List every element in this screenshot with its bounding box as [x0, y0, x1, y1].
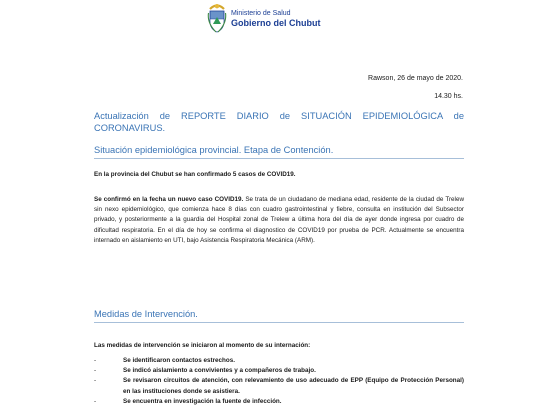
- report-title: Actualización de REPORTE DIARIO de SITUACIÓN EPIDEMIOLÓGICA de CORONAVIRUS.: [94, 111, 464, 133]
- report-subtitle: Situación epidemiológica provincial. Etapa de Contención.: [94, 145, 334, 155]
- measures-intro: Las medidas de intervención se iniciaron al momento de su internación:: [94, 342, 311, 349]
- report-date: Rawson, 26 de mayo de 2020.: [368, 75, 463, 82]
- title-divider: [94, 158, 464, 159]
- report-time: 14.30 hs.: [434, 93, 463, 100]
- ministry-name: Ministerio de Salud: [231, 10, 291, 17]
- list-dash: -: [94, 377, 97, 385]
- list-dash: -: [94, 357, 97, 364]
- government-name: Gobierno del Chubut: [231, 18, 321, 28]
- measure-text: Se encuentra en investigación la fuente de infección.: [123, 397, 282, 405]
- measures-heading: Medidas de Intervención.: [94, 309, 198, 319]
- measure-text: Se revisaron circuitos de atención, con relevamiento de uso adecuado de EPP (Equipo de Protección Personal) en las instituciones donde se asistiera.: [123, 377, 464, 395]
- confirmed-cases-summary: En la provincia del Chubut se han confirmado 5 casos de COVID19.: [94, 171, 296, 178]
- measures-list: [94, 356, 464, 407]
- measure-text: Se indicó aislamiento a convivientes y a compañeros de trabajo.: [123, 367, 316, 375]
- provincial-seal-icon: [207, 3, 227, 33]
- letterhead: [207, 3, 347, 35]
- new-case-details: Se trata de un ciudadano de mediana edad, residente de la ciudad de Trelew sin nexo epidemiológico, que comienza hace 8 días con cuadro gastrointestinal y fiebre, consulta en institución del Subsector privado, y posteriormente a la guardia del Hospital zonal de Trelew a última hora del día de ayer donde ingresa por cuadro de dificultad respiratoria. En el día de hoy se confirma el diagnostico de COVID19 por prueba de PCR. Actualmente se encuentra internado en aislamiento en UTI, bajo Asistencia Respiratoria Mecánica (ARM).: [94, 196, 465, 244]
- measure-text: Se identificaron contactos estrechos.: [123, 357, 235, 364]
- list-dash: -: [94, 397, 97, 405]
- list-dash: -: [94, 367, 97, 375]
- list-item: [94, 366, 464, 376]
- list-item: [94, 356, 464, 366]
- list-item: [94, 397, 464, 407]
- new-case-lead: Se confirmó en la fecha un nuevo caso COVID19.: [94, 196, 244, 203]
- list-item: [94, 376, 464, 396]
- measures-divider: [94, 322, 464, 323]
- new-case-paragraph: [94, 195, 464, 246]
